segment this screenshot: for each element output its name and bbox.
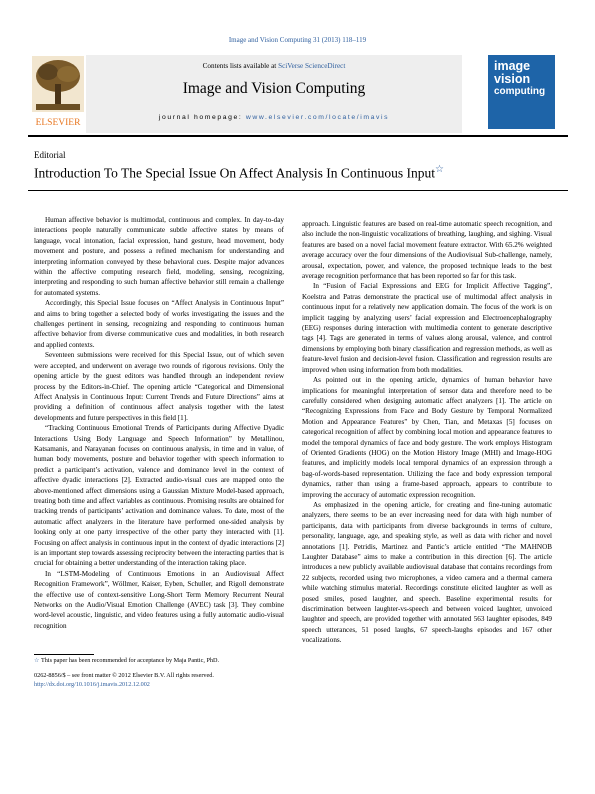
section-label: Editorial	[34, 150, 66, 160]
footnote	[34, 657, 219, 664]
sciencedirect-link[interactable]: SciVerse ScienceDirect	[278, 62, 346, 70]
doi-link[interactable]: http://dx.doi.org/10.1016/j.imavis.2012.12.002	[34, 681, 150, 688]
title-divider	[28, 190, 568, 191]
paragraph: approach. Linguistic features are based on real-time automatic speech recognition, and also include the non-linguistic vocalizations of breathing, laughing, and sighing. Visual features are based on a novel facial movement feature extractor. With 65.2% weighted average accuracy over the four dimensions of the Audiovisual Sub-challenge, namely, arousal, expectation, power, and valence, the proposed technique leads to the best average recognition performance that has been reported so far for this task.	[302, 220, 552, 281]
title-footnote-mark[interactable]: ☆	[435, 164, 444, 175]
body-column-left	[34, 215, 284, 631]
journal-cover-thumbnail	[488, 55, 555, 129]
footnote-text: This paper has been recommended for acceptance by Maja Pantic, PhD.	[39, 657, 219, 664]
elsevier-tree-icon	[28, 54, 88, 132]
paragraph: As pointed out in the opening article, dynamics of human behavior have implications for meaningful interpretation of sensor data and therefore need to be carefully considered when designing automatic affect analyzers [1]. The article on “Recognizing Expressions from Face and Body Gesture by Temporal Normalized Motion and Appearance Features” by Chen, Tian, and Metaxas [5] focuses on categorical recognition of affect by combining local motion and appearance features to model the temporal dynamics of face and body gesture. The work employs Histogram of Oriented Gradients (HOG) on the Motion History Image (MHI) and Image-HOG features, and implicitly models local temporal dynamics of an expression through a bag-of-words-based representation. Utilizing the face and body expression temporal dynamics, rather than using a frame-based approach, appears to contribute to improving the accuracy of automatic expression recognition.	[302, 376, 552, 499]
article-title	[34, 164, 444, 182]
paragraph: Accordingly, this Special Issue focuses on “Affect Analysis in Continuous Input” and aims to bring together a selected body of works investigating the issues and the challenges pertinent in sensing, recognizing and responding to continuous human affective behavior from diverse communicative cues and modalities, in both research and applied contexts.	[34, 299, 284, 349]
footnote-divider	[34, 654, 94, 655]
paragraph: Human affective behavior is multimodal, continuous and complex. In day-to-day interactions people naturally communicate subtle affective states by means of language, vocal intonation, facial expression, hand gesture, head movement, body movement and posture, and possess a refined mechanism for understanding and interpreting information conveyed by these behavioral cues. Despite major advances within the affective computing research field, modeling, sensing, recognizing, interpreting and responding to such human affective behavior still remain a challenge for automated systems.	[34, 216, 284, 297]
journal-name: Image and Vision Computing	[182, 80, 366, 97]
elsevier-wordmark: ELSEVIER	[35, 118, 81, 128]
contents-line	[86, 62, 462, 70]
cover-word-image: image	[494, 59, 531, 73]
journal-citation[interactable]: Image and Vision Computing 31 (2013) 118–119	[228, 36, 367, 44]
copyright-line: 0262-8856/$ – see front matter © 2012 Elsevier B.V. All rights reserved.	[34, 672, 214, 679]
paragraph: In “Fusion of Facial Expressions and EEG for Implicit Affective Tagging”, Koelstra and Patras demonstrate the practical use of multimodal affect analysis in continuous input for a relatively new application domain. The focus of the work is on implicit tagging by analyzing users’ facial expression and Electroencephalography (EEG) responses during interaction with multimedia content to generate descriptive tags [4]. Tags are generated in terms of values along arousal, valence, and control dimensions by employing both binary classification and regression methods, as well as feature-level fusion and decision-level fusion. Classification and regression results are improved when using information from both modalities.	[302, 282, 552, 374]
footnote-mark: ☆	[34, 657, 40, 664]
paragraph: In “LSTM-Modeling of Continuous Emotions in an Audiovisual Affect Recognition Framework”, Wöllmer, Kaiser, Eyben, Schuller, and Rigoll demonstrate the effective use of context-sensitive Long-Short Term Memory Recurrent Neural Networks on the Audio/Visual Emotion Challenge (AVEC) task [3]. They combine word-level acoustic, linguistic, and video features using a fully automatic audio-visual recognition	[34, 569, 284, 630]
paragraph: As emphasized in the opening article, for creating and fine-tuning automatic analyzers, there seems to be an ever increasing need for data with high number of participants, data with participants from diverse backgrounds in terms of culture, personality, language, age, and speaking style, as well as data with richer and novel annotations [1]. Petridis, Martinez and Pantic’s article entitled “The MAHNOB Laughter Database” aims to make a contribution in this direction [6]. The article introduces a new publicly available audiovisual database that contains recordings from 22 subjects, recorded using two microphones, a video camera and a thermal camera while watching stimulus material. Recordings constitute elicited laughter as well as posed smiles, posed laughter, and speech. Baseline experimental results for discrimination between laughter-vs-speech and between voiced laughter, unvoiced laughter and speech, are provided together with annotated 563 laughter episodes, 849 speech utterances, 51 posed laughs, 67 speech-laughs episodes and 167 other vocalizations.	[302, 500, 552, 645]
cover-word-vision: vision	[494, 72, 531, 86]
paragraph: “Tracking Continuous Emotional Trends of Participants during Affective Dyadic Interactions Using Body Language and Speech Information” by Metallinou, Katsamanis, and Narayanan focuses on continuous analysis, in time and in value, of human body movements, posture and behavior together with speech information to predict a participant’s activation, valence and dominance level in the context of affective dyadic interactions [2]. Extracted audio-visual cues are mapped onto the above-mentioned affect dimensions using a Gaussian Mixture Model-based approach, treating both time and affect variables as continuous. Promising results are obtained for tracking trends of participants’ activation and dominance values. To date, most of the automatic affect analyzers in the literature have performed one-sided analysis by looking only at one party irrespective of the other party they interacted with [1]. Focusing on affect analysis in continuous input in the context of dyadic interactions [2] is an important step towards assessing reciprocity between the interacting parties that is crucial for obtaining a better understanding of the interaction taking place.	[34, 424, 284, 568]
body-column-right	[302, 219, 552, 646]
homepage-link[interactable]: www.elsevier.com/locate/imavis	[245, 114, 390, 121]
paragraph: Seventeen submissions were received for this Special Issue, out of which seven were accepted, and underwent on average two rounds of rigorous revisions. Only the opening article by the guest editors was handled through an independent review process by the Editors-in-Chief. The opening article “Categorical and Dimensional Affect Analysis in Continuous Input: Current Trends and Future Directions” aims at providing a definition of continuous affect analysis together with the latest developments and future perspectives in this field [1].	[34, 351, 284, 422]
contents-prefix: Contents lists available at	[202, 62, 279, 70]
homepage-prefix: journal homepage:	[158, 114, 246, 121]
elsevier-logo	[28, 54, 88, 132]
cover-word-computing: computing	[494, 86, 546, 97]
journal-homepage	[86, 114, 462, 121]
header-divider	[28, 135, 568, 137]
article-title-text: Introduction To The Special Issue On Affect Analysis In Continuous Input	[34, 165, 436, 181]
